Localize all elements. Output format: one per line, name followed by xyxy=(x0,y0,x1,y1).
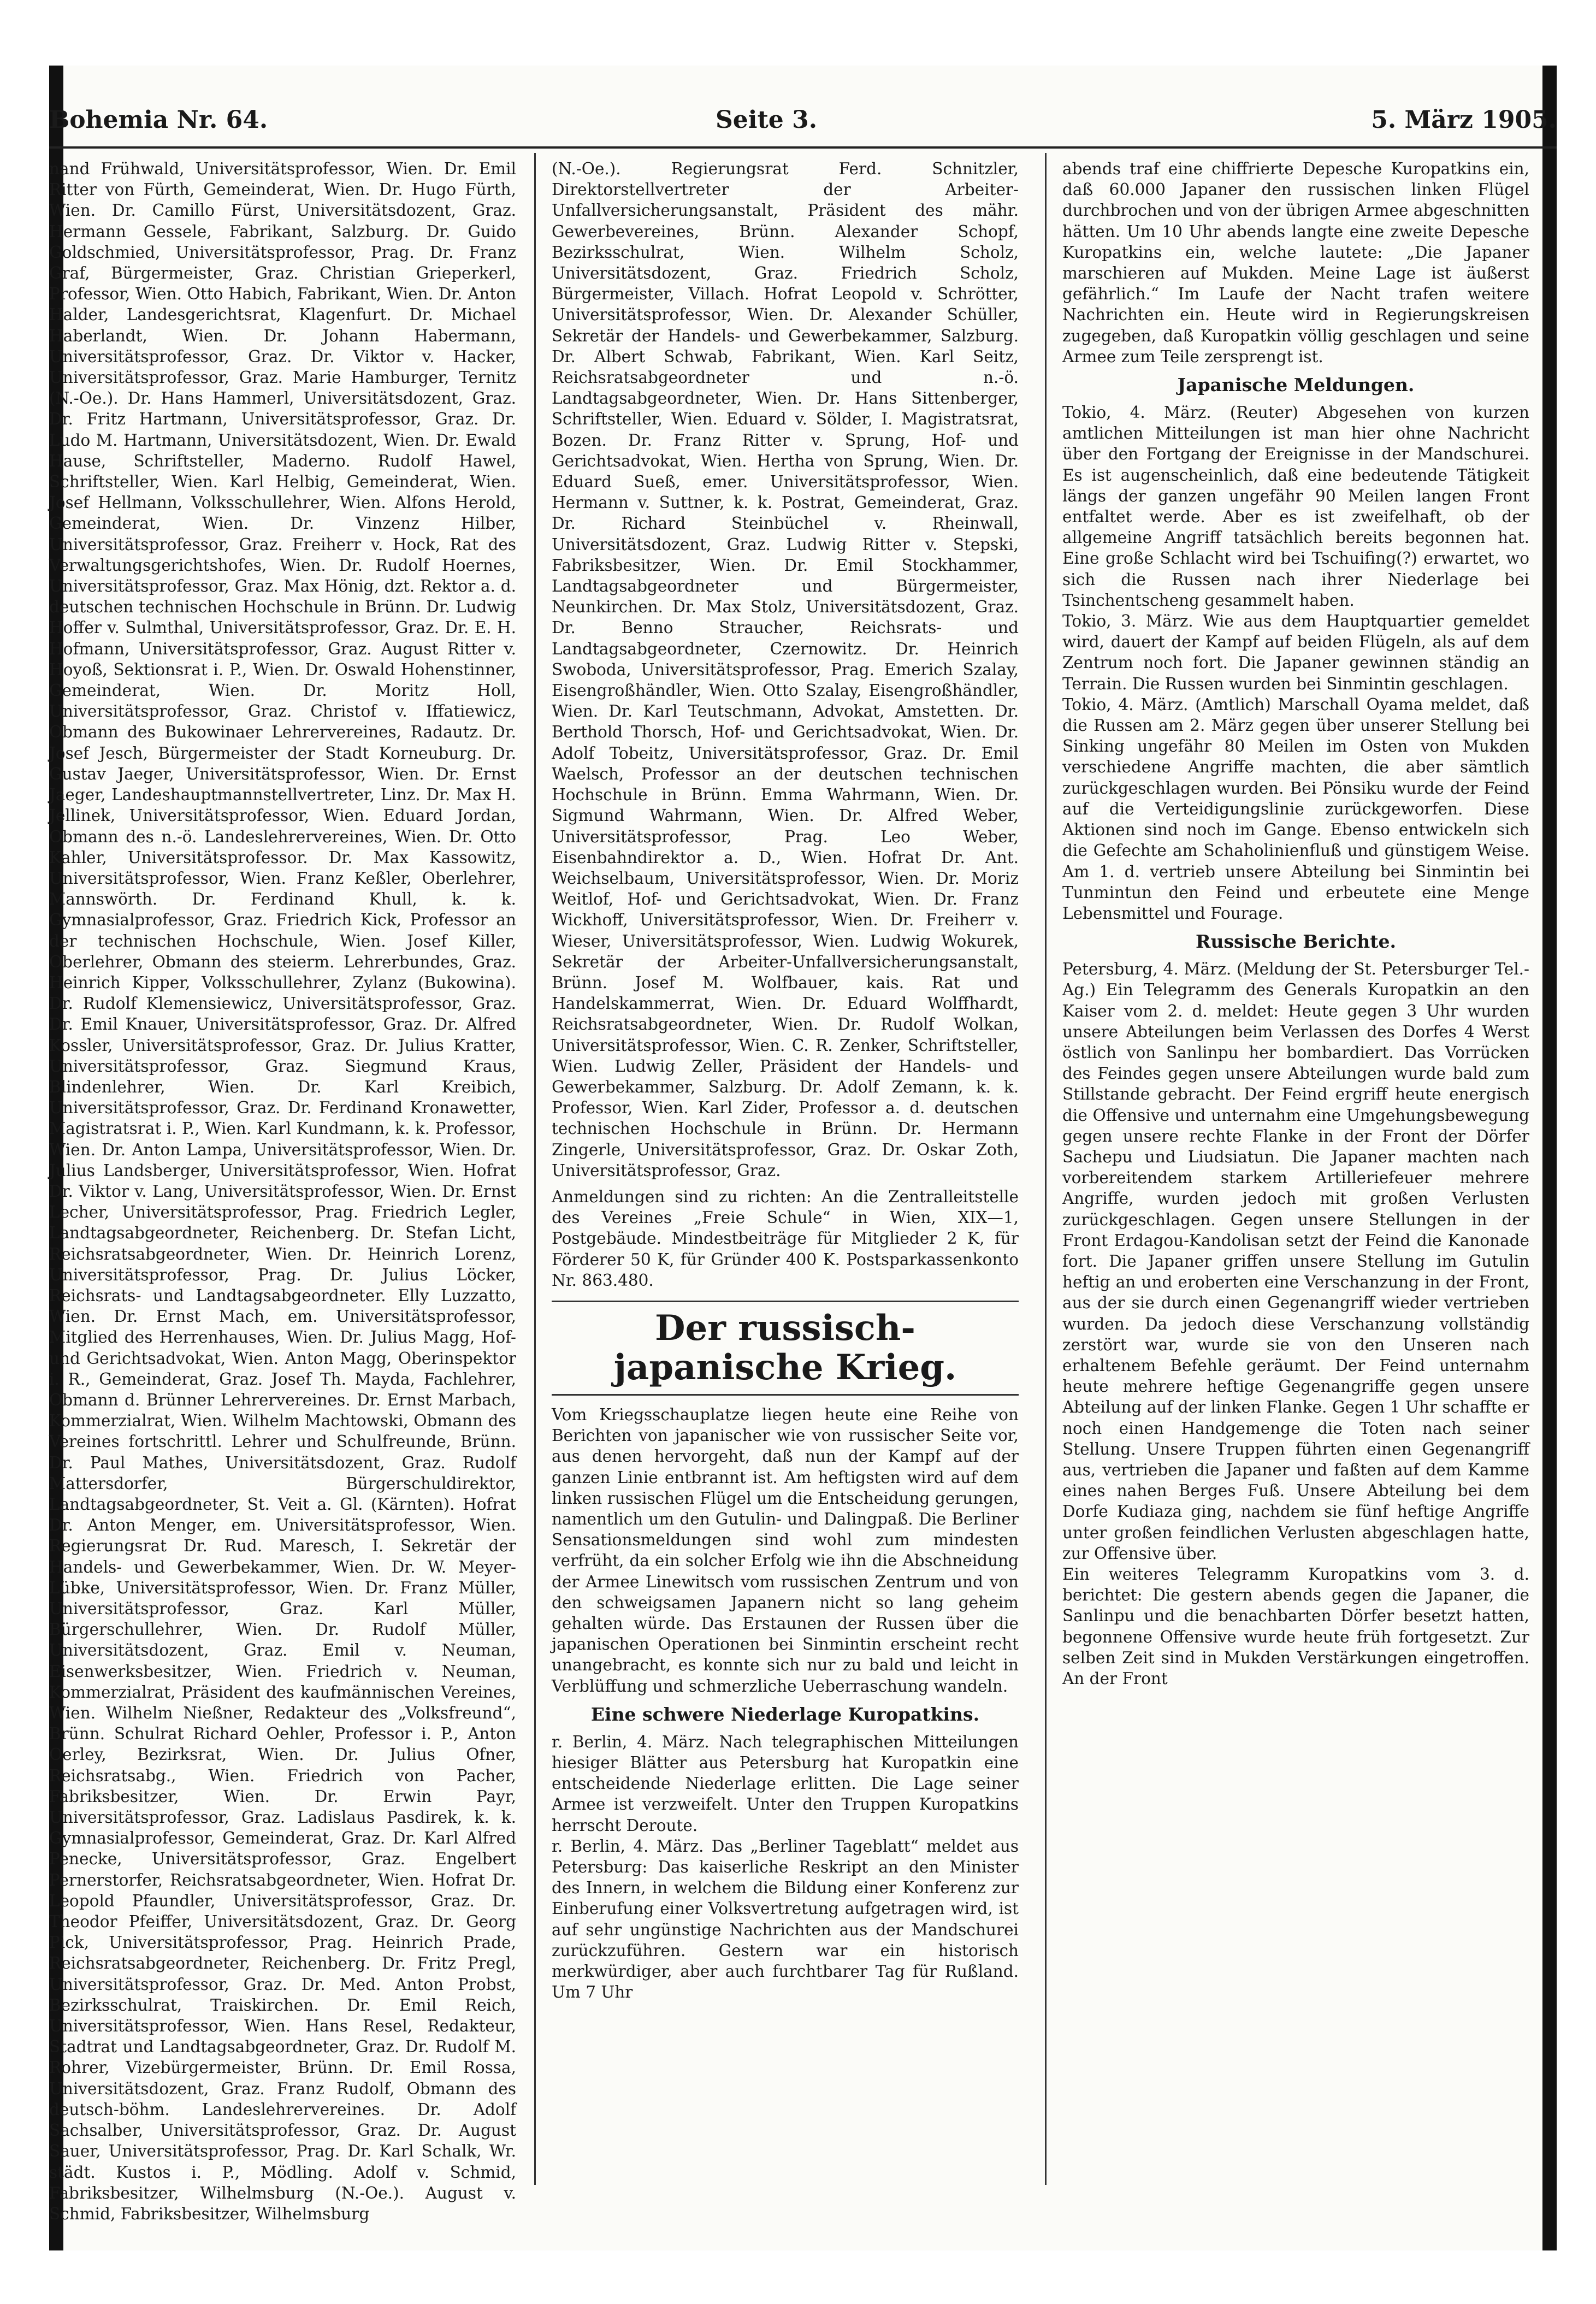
tokio-report-2: Tokio, 3. März. Wie aus dem Hauptquartier gemeldet wird, dauert der Kampf auf beiden Flügeln, als auf dem Zentrum noch fort. Die Japaner gewinnen ständig an Terrain. Die Russen wurden bei Sinmintin geschlagen. xyxy=(1062,612,1529,693)
header-date: 5. März 1905. xyxy=(1371,106,1557,134)
column-3 xyxy=(1062,158,1529,2190)
petersburg-report-1: Petersburg, 4. März. (Meldung der St. Petersburger Tel.-Ag.) Ein Telegramm des Generals Kuropatkin an den Kaiser vom 2. d. meldet: Heute gegen 3 Uhr wurden unsere Abteilungen beim Verlassen des Dorfes 4 Werst östlich von Sanlinpu her bombardiert. Das Vorrücken des Feindes gegen unsere Abteilungen wurde bald zum Stillstande gebracht. Der Feind ergriff heute energisch die Offensive und unternahm eine Umgehungsbewegung gegen unsere rechte Flanke in der Front der Dörfer Sachepu und Liudsiatun. Die Japaner machten nach vorbereitendem starkem Artilleriefeuer mehrere Angriffe, wurden jedoch mit großen Verlusten zurückgeschlagen. Gegen unsere Stellungen in der Front Erdagou-Kandolisan setzt der Feind die Kanonade fort. Die Japaner griffen unsere Stellung im Gutulin heftig an und eroberten eine Verschanzung in der Front, aus der sie durch einen Gegenangriff wieder vertrieben wurden. Da jedoch diese Verschanzung vollständig zerstört war, wurde sie von den Unseren nach erhaltenem Befehle geräumt. Der Feind unternahm heute mehrere heftige Gegenangriffe gegen unsere Abteilung auf der linken Flanke. Gegen 1 Uhr schaffte er noch einen Handgemenge die Toten nach seiner Stellung. Unsere Truppen führten einen Gegenangriff aus, vertrieben die Japaner und faßten auf dem Kamme eines nahen Berges Fuß. Unsere Abteilung bei dem Dorfe Kudiaza ging, nachdem sie fünf heftige Angriffe unter großen feindlichen Verlusten abgeschlagen hatte, zur Offensive über. xyxy=(1062,960,1529,1563)
war-intro-paragraph: Vom Kriegsschauplatze liegen heute eine Reihe von Berichten von japanischer wie von russischer Seite vor, aus denen hervorgeht, daß nun der Kampf auf der ganzen Linie entbrannt ist. Am heftigsten wird auf dem linken russischen Flügel um die Entscheidung gerungen, namentlich um den Gutulin- und Dalingpaß. Die Berliner Sensationsmeldungen sind wohl zum mindesten verfrüht, da ein solcher Erfolg wie ihn die Abschneidung der Armee Linewitsch vom russischen Zentrum und von den schweigsamen Japanern nicht so lang geheim gehalten würde. Das Erstaunen der Russen über die japanischen Operationen bei Sinmintin erscheint recht unangebracht, es konnte sich nur zu bald und leicht in Verblüffung und schmerzliche Ueberraschung wandeln. xyxy=(552,1405,1019,1695)
tokio-report-1: Tokio, 4. März. (Reuter) Abgesehen von kurzen amtlichen Mitteilungen ist man hier ohne Nachricht über den Fortgang der Ereignisse in der Mandschurei. Es ist augenscheinlich, daß eine bedeutende Tätigkeit längs der ganzen ungefähr 90 Meilen langen Front entfaltet werde. Aber es ist zweifelhaft, ob der allgemeine Angriff tatsächlich bereits begonnen hat. Eine große Schlacht wird bei Tschuifing(?) erwartet, wo sich die Russen nach ihrer Niederlage bei Tsinchentscheng gesammelt haben. xyxy=(1062,403,1529,610)
column-divider xyxy=(534,153,536,2185)
signatory-list: nand Frühwald, Universitätsprofessor, Wien. Dr. Emil Ritter von Fürth, Gemeinderat, Wien. Dr. Hugo Fürth, Wien. Dr. Camillo Fürst, Universitätsdozent, Graz. Hermann Gessele, Fabrikant, Salzburg. Dr. Guido Goldschmied, Universitätsprofessor, Prag. Dr. Franz Graf, Bürgermeister, Graz. Christian Grieperkerl, Professor, Wien. Otto Habich, Fabrikant, Wien. Dr. Anton Halder, Landesgerichtsrat, Klagenfurt. Dr. Michael Haberlandt, Wien. Dr. Johann Habermann, Universitätsprofessor, Graz. Dr. Viktor v. Hacker, Universitätsprofessor, Graz. Marie Hamburger, Ternitz (N.-Oe.). Dr. Hans Hammerl, Universitätsdozent, Graz. Dr. Fritz Hartmann, Universitätsprofessor, Graz. Dr. Ludo M. Hartmann, Universitätsdozent, Wien. Dr. Ewald Hause, Schriftsteller, Maderno. Rudolf Hawel, Schriftsteller, Wien. Karl Helbig, Gemeinderat, Wien. Josef Hellmann, Volksschullehrer, Wien. Alfons Herold, Gemeinderat, Wien. Dr. Vinzenz Hilber, Universitätsprofessor, Graz. Freiherr v. Hock, Rat des Verwaltungsgerichtshofes, Wien. Dr. Rudolf Hoernes, Universitätsprofessor, Graz. Max Hönig, dzt. Rektor a. d. deutschen technischen Hochschule in Brünn. Dr. Ludwig Hoffer v. Sulmthal, Universitätsprofessor, Graz. Dr. E. H. Hofmann, Universitätsprofessor, Graz. August Ritter v. Hoyoß, Sektionsrat i. P., Wien. Dr. Oswald Hohenstinner, Gemeinderat, Wien. Dr. Moritz Holl, Universitätsprofessor, Graz. Christof v. Iffatiewicz, Obmann des Bukowinaer Lehrervereines, Radautz. Dr. Josef Jesch, Bürgermeister der Stadt Korneuburg. Dr. Gustav Jaeger, Universitätsprofessor, Wien. Dr. Ernst Jaeger, Landeshauptmannstellvertreter, Linz. Dr. Max H. Jellinek, Universitätsprofessor, Wien. Eduard Jordan, Obmann des n.-ö. Landeslehrervereines, Wien. Dr. Otto Kahler, Universitätsprofessor. Dr. Max Kassowitz, Universitätsprofessor, Wien. Franz Keßler, Oberlehrer, Mannswörth. Dr. Ferdinand Khull, k. k. Gymnasialprofessor, Graz. Friedrich Kick, Professor an der technischen Hochschule, Wien. Josef Killer, Oberlehrer, Obmann des steierm. Lehrerbundes, Graz. Heinrich Kipper, Volksschullehrer, Zylanz (Bukowina). Dr. Rudolf Klemensiewicz, Universitätsprofessor, Graz. Dr. Emil Knauer, Universitätsprofessor, Graz. Dr. Alfred Kossler, Universitätsprofessor, Graz. Dr. Julius Kratter, Universitätsprofessor, Graz. Siegmund Kraus, Blindenlehrer, Wien. Dr. Karl Kreibich, Universitätsprofessor, Graz. Dr. Ferdinand Kronawetter, Magistratsrat i. P., Wien. Karl Kundmann, k. k. Professor, Wien. Dr. Anton Lampa, Universitätsprofessor, Wien. Dr. Julius Landsberger, Universitätsprofessor, Wien. Hofrat Dr. Viktor v. Lang, Universitätsprofessor, Wien. Dr. Ernst Lecher, Universitätsprofessor, Prag. Friedrich Legler, Landtagsabgeordneter, Reichenberg. Dr. Stefan Licht, Reichsratsabgeordneter, Wien. Dr. Heinrich Lorenz, Universitätsprofessor, Prag. Dr. Julius Löcker, Reichsrats- und Landtagsabgeordneter. Elly Luzzatto, Wien. Dr. Ernst Mach, em. Universitätsprofessor, Mitglied des Herrenhauses, Wien. Dr. Julius Magg, Hof- und Gerichtsadvokat, Wien. Anton Magg, Oberinspektor i. R., Gemeinderat, Graz. Josef Th. Mayda, Fachlehrer, Obmann d. Brünner Lehrervereines. Dr. Ernst Marbach, Kommerzialrat, Wien. Wilhelm Machtowski, Obmann des Vereines fortschrittl. Lehrer und Schulfreunde, Brünn. Dr. Paul Mathes, Universitätsdozent, Graz. Rudolf Mattersdorfer, Bürgerschuldirektor, Landtagsabgeordneter, St. Veit a. Gl. (Kärnten). Hofrat Dr. Anton Menger, em. Universitätsprofessor, Wien. Regierungsrat Dr. Rud. Maresch, I. Sekretär der Handels- und Gewerbekammer, Wien. Dr. W. Meyer-Lübke, Universitätsprofessor, Wien. Dr. Franz Müller, Universitätsprofessor, Graz. Karl Müller, Bürgerschullehrer, Wien. Dr. Rudolf Müller, Universitätsdozent, Graz. Emil v. Neuman, Eisenwerksbesitzer, Wien. Friedrich v. Neuman, Kommerzialrat, Präsident des kaufmännischen Vereines, Wien. Wilhelm Nießner, Redakteur des „Volksfreund“, Brünn. Schulrat Richard Oehler, Professor i. P., Anton Oerley, Bezirksrat, Wien. Dr. Julius Ofner, Reichsratsabg., Wien. Friedrich von Pacher, Fabriksbesitzer, Wien. Dr. Erwin Payr, Universitätsprofessor, Graz. Ladislaus Pasdirek, k. k. Gymnasialprofessor, Gemeinderat, Graz. Dr. Karl Alfred Penecke, Universitätsprofessor, Graz. Engelbert Pernerstorfer, Reichsratsabgeordneter, Wien. Hofrat Dr. Leopold Pfaundler, Universitätsprofessor, Graz. Dr. Theodor Pfeiffer, Universitätsdozent, Graz. Dr. Georg Pick, Universitätsprofessor, Prag. Heinrich Prade, Reichsratsabgeordneter, Reichenberg. Dr. Fritz Pregl, Universitätsprofessor, Graz. Dr. Med. Anton Probst, Bezirksschulrat, Traiskirchen. Dr. Emil Reich, Universitätsprofessor, Wien. Hans Resel, Redakteur, Stadtrat und Landtagsabgeordneter, Graz. Dr. Rudolf M. Rohrer, Vizebürgermeister, Brünn. Dr. Emil Rossa, Universitätsdozent, Graz. Franz Rudolf, Obmann des deutsch-böhm. Landeslehrervereines. Dr. Adolf Sachsalber, Universitätsprofessor, Graz. Dr. August Sauer, Universitätsprofessor, Prag. Dr. Karl Schalk, Wr. städt. Kustos i. P., Mödling. Adolf v. Schmid, Fabriksbesitzer, Wilhelmsburg (N.-Oe.). August v. Schmid, Fabriksbesitzer, Wilhelmsburg xyxy=(49,159,516,2223)
page-header xyxy=(49,98,1557,142)
newspaper-page xyxy=(49,66,1557,2250)
berlin-report-continued: abends traf eine chiffrierte Depesche Kuropatkins ein, daß 60.000 Japaner den russischen linken Flügel durchbrochen und von der übrigen Armee abgeschnitten hätten. Um 10 Uhr abends langte eine zweite Depesche Kuropatkins ein, welche lautete: „Die Japaner marschieren auf Mukden. Meine Lage ist äußerst gefährlich.“ Im Laufe der Nacht trafen weitere Nachrichten ein. Heute wird in Regierungskreisen zugegeben, daß Kuropatkin völlig geschlagen und seine Armee zum Teile zersprengt ist. xyxy=(1062,159,1529,366)
tokio-report-3: Tokio, 4. März. (Amtlich) Marschall Oyama meldet, daß die Russen am 2. März gegen über unserer Stellung bei Sinking ungefähr 80 Meilen im Osten von Mukden verschiedene Angriffe machten, die aber sämtlich zurückgeschlagen wurden. Bei Pönsiku wurde der Feind auf die Verteidigungslinie zurückgeworfen. Diese Aktionen sind noch im Gange. Ebenso entwickeln sich die Gefechte am Schaholinienfluß und günstigem Weise. Am 1. d. vertrieb unsere Abteilung bei Sinmintin bei Tunmintun den Feind und erbeutete eine Menge Lebensmittel und Fourage. xyxy=(1062,695,1529,923)
right-binding-edge xyxy=(1542,66,1557,2250)
war-section-heading: Der russisch-japanische Krieg. xyxy=(552,1301,1019,1396)
japanese-reports-heading: Japanische Meldungen. xyxy=(1177,374,1415,396)
berlin-report-1: r. Berlin, 4. März. Nach telegraphischen Mitteilungen hiesiger Blätter aus Petersburg hat Kuropatkin eine entscheidende Niederlage erlitten. Die Lage seiner Armee ist verzweifelt. Unter den Truppen Kuropatkins herrscht Deroute. xyxy=(552,1732,1019,1835)
header-publication: Bohemia Nr. 64. xyxy=(49,106,268,134)
defeat-subheading: Eine schwere Niederlage Kuropatkins. xyxy=(590,1703,980,1725)
petersburg-report-2: Ein weiteres Telegramm Kuropatkins vom 3. d. berichtet: Die gestern abends gegen die Japaner, die Sanlinpu und die benachbarten Dörfer besetzt hatten, begonnene Offensive wurde heute früh fortgesetzt. Zur selben Zeit sind in Mukden Verstärkungen eingetroffen. An der Front xyxy=(1062,1565,1529,1688)
header-page-number: Seite 3. xyxy=(716,106,818,134)
column-1 xyxy=(49,158,516,2223)
berlin-report-2: r. Berlin, 4. März. Das „Berliner Tageblatt“ meldet aus Petersburg: Das kaiserliche Reskript an den Minister des Innern, in welchem die Bildung einer Konferenz zur Einberufung einer Volksvertretung aufgetragen wird, ist auf sehr ungünstige Nachrichten aus der Mandschurei zurückzuführen. Gestern war ein historisch merkwürdiger, aber auch furchtbarer Tag für Rußland. Um 7 Uhr xyxy=(552,1836,1019,2002)
membership-notice: Anmeldungen sind zu richten: An die Zentralleitstelle des Vereines „Freie Schule“ in Wien, XIX—1, Postgebäude. Mindestbeiträge für Mitglieder 2 K, für Förderer 50 K, für Gründer 400 K. Postsparkassenkonto Nr. 863.480. xyxy=(552,1187,1019,1290)
russian-reports-heading: Russische Berichte. xyxy=(1196,931,1396,953)
column-2 xyxy=(552,158,1019,2190)
column-divider xyxy=(1045,153,1047,2185)
signatory-list-continued: (N.-Oe.). Regierungsrat Ferd. Schnitzler, Direktorstellvertreter der Arbeiter-Unfallversicherungsanstalt, Präsident des mähr. Gewerbevereines, Brünn. Alexander Schopf, Bezirksschulrat, Wien. Wilhelm Scholz, Universitätsdozent, Graz. Friedrich Scholz, Bürgermeister, Villach. Hofrat Leopold v. Schrötter, Universitätsprofessor, Wien. Dr. Alexander Schüller, Sekretär der Handels- und Gewerbekammer, Salzburg. Dr. Albert Schwab, Fabrikant, Wien. Karl Seitz, Reichsratsabgeordneter und n.-ö. Landtagsabgeordneter, Wien. Dr. Hans Sittenberger, Schriftsteller, Wien. Eduard v. Sölder, I. Magistratsrat, Bozen. Dr. Franz Ritter v. Sprung, Hof- und Gerichtsadvokat, Wien. Hertha von Sprung, Wien. Dr. Eduard Sueß, emer. Universitätsprofessor, Wien. Hermann v. Suttner, k. k. Postrat, Gemeinderat, Graz. Dr. Richard Steinbüchel v. Rheinwall, Universitätsdozent, Graz. Ludwig Ritter v. Stepski, Fabriksbesitzer, Wien. Dr. Emil Stockhammer, Landtagsabgeordneter und Bürgermeister, Neunkirchen. Dr. Max Stolz, Universitätsdozent, Graz. Dr. Benno Straucher, Reichsrats- und Landtagsabgeordneter, Czernowitz. Dr. Heinrich Swoboda, Universitätsprofessor, Prag. Emerich Szalay, Eisengroßhändler, Wien. Otto Szalay, Eisengroßhändler, Wien. Dr. Karl Teutschmann, Advokat, Amstetten. Dr. Berthold Thorsch, Hof- und Gerichtsadvokat, Wien. Dr. Adolf Tobeitz, Universitätsprofessor, Graz. Dr. Emil Waelsch, Professor an der deutschen technischen Hochschule in Brünn. Emma Wahrmann, Wien. Dr. Sigmund Wahrmann, Wien. Dr. Alfred Weber, Universitätsprofessor, Prag. Leo Weber, Eisenbahndirektor a. D., Wien. Hofrat Dr. Ant. Weichselbaum, Universitätsprofessor, Wien. Dr. Moriz Weitlof, Hof- und Gerichtsadvokat, Wien. Dr. Franz Wickhoff, Universitätsprofessor, Wien. Dr. Freiherr v. Wieser, Universitätsprofessor, Wien. Ludwig Wokurek, Sekretär der Arbeiter-Unfallversicherungsanstalt, Brünn. Josef M. Wolfbauer, kais. Rat und Handelskammerrat, Wien. Dr. Eduard Wolffhardt, Reichsratsabgeordneter, Wien. Dr. Rudolf Wolkan, Universitätsprofessor, Wien. C. R. Zenker, Schriftsteller, Wien. Ludwig Zeller, Präsident der Handels- und Gewerbekammer, Salzburg. Dr. Adolf Zemann, k. k. Professor, Wien. Karl Zider, Professor a. d. deutschen technischen Hochschule in Brünn. Dr. Hermann Zingerle, Universitätsprofessor, Graz. Dr. Oskar Zoth, Universitätsprofessor, Graz. xyxy=(552,159,1019,1180)
header-rule xyxy=(49,146,1557,149)
